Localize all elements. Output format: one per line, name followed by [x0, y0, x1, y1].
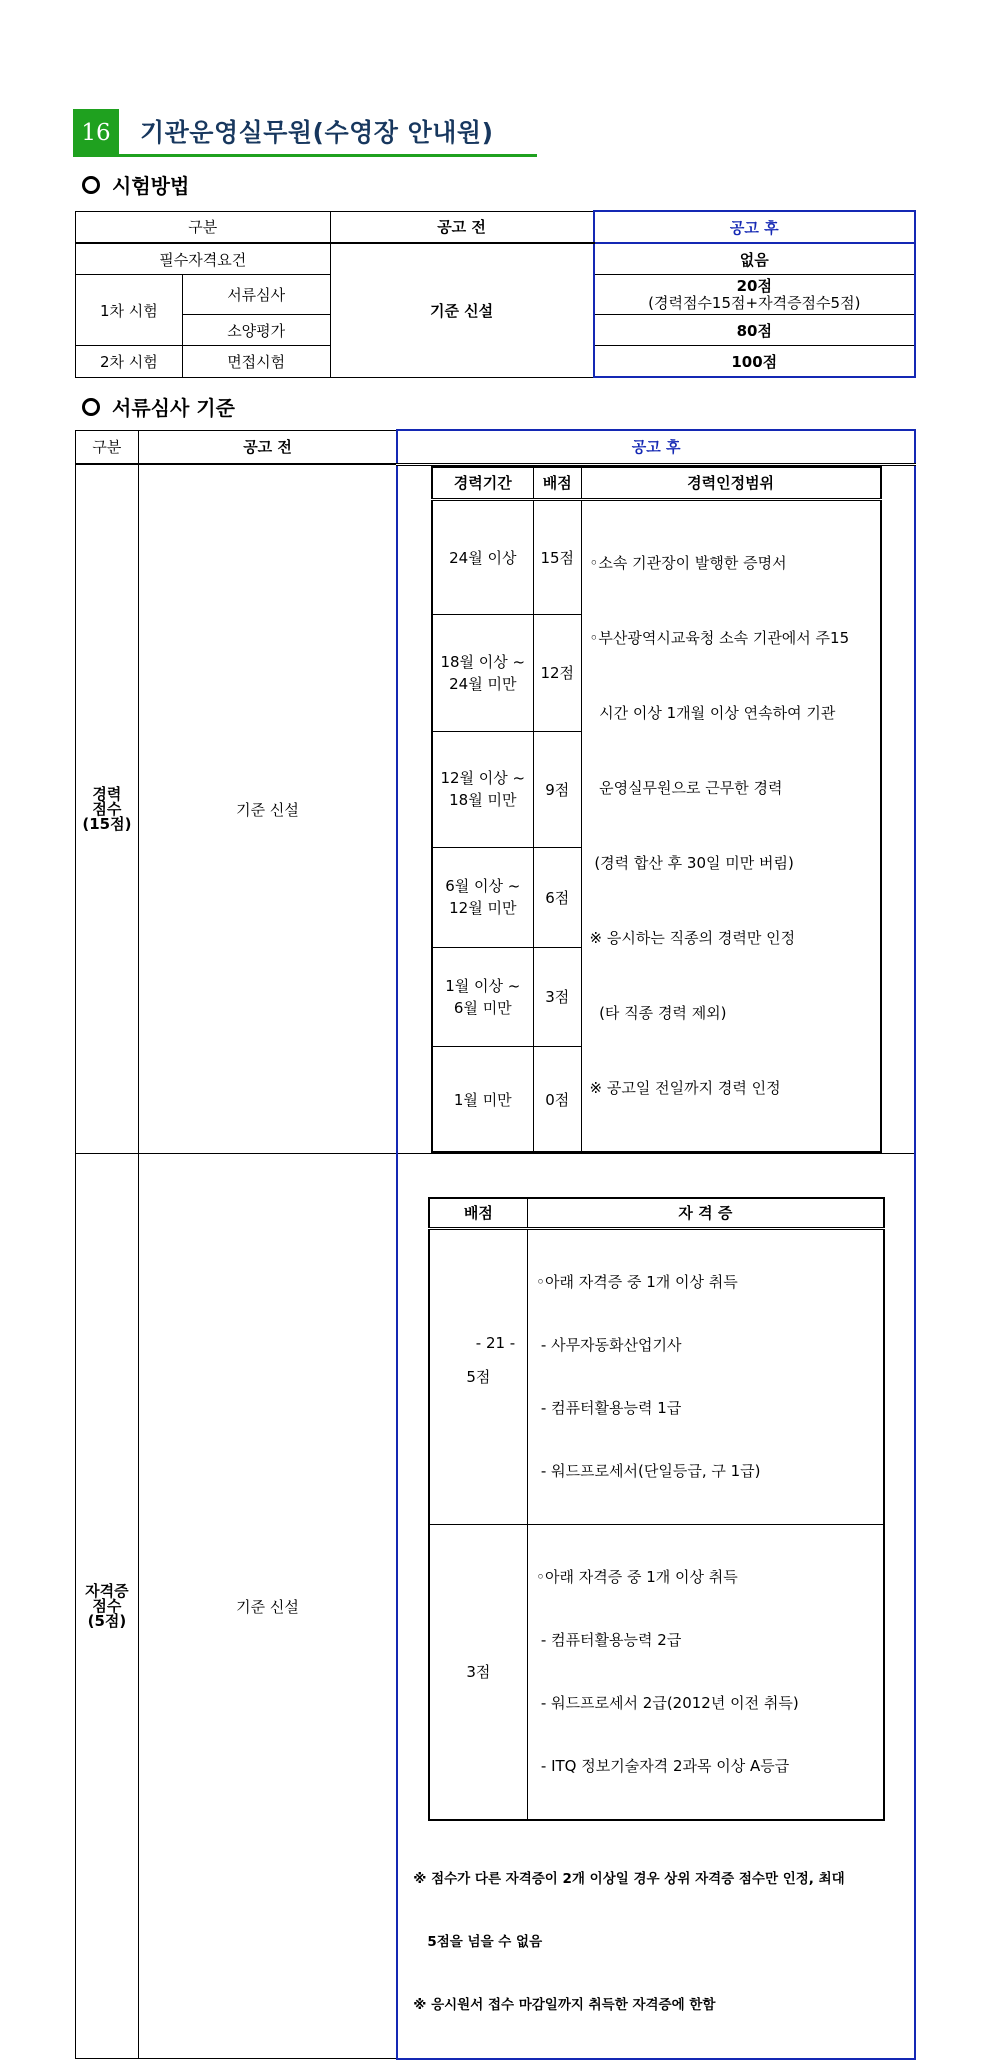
period-text: 18월 이상 ~	[440, 652, 526, 671]
scope-line: ◦소속 기관장이 발행한 증명서	[589, 554, 787, 572]
period-cell	[432, 848, 534, 948]
label-line: (5점)	[87, 1611, 127, 1630]
section-heading-document-review	[82, 392, 235, 421]
label-line: 점수	[92, 1596, 122, 1615]
table-header-after: 공고 후	[397, 430, 915, 464]
career-before: 기준 신설	[138, 464, 397, 1154]
inner-header-period: 경력기간	[432, 467, 534, 500]
label-line: 경력	[92, 784, 122, 803]
page-title: 기관운영실무원(수영장 안내원)	[140, 118, 494, 147]
table-header-category: 구분	[76, 211, 331, 243]
period-cell	[432, 500, 534, 615]
period-cell	[432, 947, 534, 1047]
note-line: ※ 점수가 다른 자격증이 2개 이상일 경우 상위 자격증 점수만 인정, 최대	[413, 1870, 845, 1887]
scope-line: ※ 응시하는 직종의 경력만 인정	[589, 929, 796, 947]
after-interview: 100점	[594, 346, 915, 378]
table-header-category: 구분	[76, 430, 139, 464]
period-text: 12월 미만	[449, 899, 517, 918]
before-merged-cell: 기준 신설	[330, 243, 594, 377]
cert-line: ◦아래 자격증 중 1개 이상 취득	[536, 1567, 738, 1586]
label-line: 자격증	[85, 1581, 129, 1600]
page-number: - 21 -	[475, 1334, 516, 1352]
score-cell: 12점	[533, 614, 581, 731]
cert-line: - ITQ 정보기술자격 2과목 이상 A등급	[536, 1756, 790, 1775]
table-header-before: 공고 전	[330, 211, 594, 243]
inner-header-scope: 경력인정범위	[581, 467, 881, 500]
row-label-interview: 면접시험	[182, 346, 330, 378]
cert-line: - 워드프로세서(단일등급, 구 1급)	[536, 1461, 761, 1480]
table-header-before: 공고 전	[138, 430, 397, 464]
exam-method-table	[75, 210, 916, 378]
label-line: (15점)	[82, 814, 132, 833]
circle-bullet-icon	[82, 176, 100, 194]
row-label-aptitude: 소양평가	[182, 315, 330, 346]
score-cell: 0점	[533, 1047, 581, 1152]
after-required-qualification: 없음	[594, 243, 915, 275]
section-heading-exam-method	[82, 170, 189, 199]
score-cell: 6점	[533, 848, 581, 948]
note-line: ※ 응시원서 접수 마감일까지 취득한 자격증에 한함	[413, 1996, 716, 2013]
period-text: 1월 이상 ~	[445, 976, 521, 995]
period-text: 18월 미만	[449, 791, 517, 810]
cert-list-cell	[528, 1228, 884, 1524]
period-cell	[432, 1047, 534, 1152]
inner-header-score: 배점	[533, 467, 581, 500]
scope-line: 운영실무원으로 근무한 경력	[589, 779, 783, 797]
document-review-table	[75, 429, 916, 2060]
career-score-label	[76, 464, 139, 1154]
period-text: 1월 미만	[453, 1090, 512, 1109]
section-heading-text: 시험방법	[112, 174, 190, 198]
score-cell: 9점	[533, 731, 581, 848]
circle-bullet-icon	[82, 398, 100, 416]
scope-line: ※ 공고일 전일까지 경력 인정	[589, 1079, 781, 1097]
period-cell	[432, 731, 534, 848]
row-label-document-review: 서류심사	[182, 275, 330, 315]
row-label-required-qualification: 필수자격요건	[76, 243, 331, 275]
row-label-second-exam: 2차 시험	[76, 346, 183, 378]
cert-line: - 컴퓨터활용능력 2급	[536, 1630, 682, 1649]
scope-line: (경력 합산 후 30일 미만 버림)	[589, 854, 794, 872]
score-cell: 3점	[533, 947, 581, 1047]
cert-inner-table	[428, 1197, 885, 1821]
career-inner-table	[431, 466, 882, 1154]
section-number-badge: 16	[73, 109, 119, 156]
career-scope-cell	[581, 500, 881, 1153]
period-cell	[432, 614, 534, 731]
after-document-review-score: 20점	[736, 276, 772, 295]
career-after	[397, 464, 915, 1154]
scope-line: 시간 이상 1개월 이상 연속하여 기관	[589, 704, 836, 722]
label-line: 점수	[92, 799, 122, 818]
period-text: 24월 이상	[449, 548, 517, 567]
cert-score-label	[76, 1154, 139, 2059]
period-text: 6월 이상 ~	[445, 877, 521, 896]
cert-after	[397, 1154, 915, 2059]
note-line: 5점을 넘을 수 없음	[413, 1933, 543, 1950]
period-text: 6월 미만	[453, 998, 512, 1017]
scope-line: ◦부산광역시교육청 소속 기관에서 주15	[589, 629, 850, 647]
after-document-review	[594, 275, 915, 315]
section-heading-text: 서류심사 기준	[112, 396, 235, 420]
row-label-first-exam: 1차 시험	[76, 275, 183, 346]
inner-header-score: 배점	[429, 1198, 528, 1228]
cert-score-cell: 3점	[429, 1524, 528, 1820]
cert-notes	[413, 1827, 914, 2058]
cert-line: - 워드프로세서 2급(2012년 이전 취득)	[536, 1693, 799, 1712]
title-underline	[73, 154, 537, 157]
cert-line: - 컴퓨터활용능력 1급	[536, 1398, 682, 1417]
period-text: 24월 미만	[449, 674, 517, 693]
cert-line: - 사무자동화산업기사	[536, 1335, 682, 1354]
scope-line: (타 직종 경력 제외)	[589, 1004, 727, 1022]
cert-list-cell	[528, 1524, 884, 1820]
table-header-after: 공고 후	[594, 211, 915, 243]
inner-header-cert: 자 격 증	[528, 1198, 884, 1228]
cert-line: ◦아래 자격증 중 1개 이상 취득	[536, 1272, 738, 1291]
score-cell: 15점	[533, 500, 581, 615]
period-text: 12월 이상 ~	[440, 769, 526, 788]
cert-before: 기준 신설	[138, 1154, 397, 2059]
after-document-review-detail: (경력점수15점+자격증점수5점)	[648, 293, 861, 312]
cert-score-cell: 5점	[429, 1228, 528, 1524]
after-aptitude: 80점	[594, 315, 915, 346]
